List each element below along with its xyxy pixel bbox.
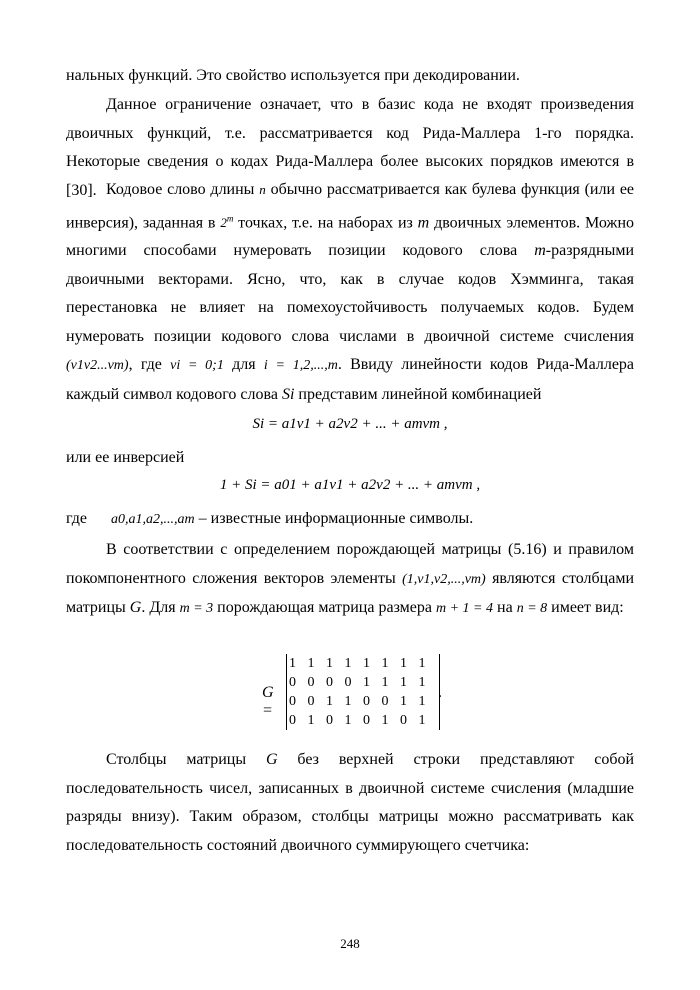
matrix-cell: 1 (418, 694, 426, 709)
matrix-cell: 0 (344, 675, 352, 690)
paragraph-5: Столбцы матрицы G без верхней строки представляют собой последовательность чисел, записанных в двоичной системе счисления (младшие разряды внизу). Таким образом, столбцы матрицы можно рассматривать как последовательность состояний двоичного суммирующего счетчика: (66, 751, 635, 854)
matrix-cell: 0 (363, 694, 370, 709)
matrix-cell: 1 (326, 656, 333, 671)
matrix-cell: 0 (381, 694, 389, 709)
matrix-row (289, 654, 437, 673)
matrix-cell: 1 (363, 675, 370, 690)
paragraph-4: В соответствии с определением порождающей матрицы (5.16) и правилом покомпонентного сложения векторов элементы (1,v1,v2,...,vm) являются столбцами матрицы G. Для m = 3 порождающая матрица размера m + 1 = 4 на n = 8 имеет вид: (66, 541, 635, 616)
matrix-cell: 1 (344, 656, 352, 671)
matrix-cell: 0 (289, 694, 296, 709)
matrix-cell: 1 (289, 656, 296, 671)
matrix-cell: 0 (307, 694, 315, 709)
matrix-cell: 1 (381, 675, 389, 690)
matrix-cell: 0 (326, 713, 333, 728)
formula-1: Si = a1v1 + a2v2 + ... + amvm , (252, 416, 448, 432)
matrix-body (286, 654, 440, 730)
matrix-end: . (438, 684, 442, 701)
formula-2: 1 + Si = a01 + a1v1 + a2v2 + ... + amvm , (219, 477, 481, 493)
page-number: 248 (340, 936, 360, 951)
matrix-row (289, 711, 437, 730)
matrix-cell: 1 (381, 713, 389, 728)
matrix-row (289, 673, 437, 692)
inverse-label: или ее инверсией (66, 449, 185, 466)
matrix-cell: 0 (363, 713, 370, 728)
matrix-cell: 1 (326, 694, 333, 709)
matrix-cell: 0 (307, 675, 315, 690)
matrix-cell: 1 (418, 656, 426, 671)
matrix-cell: 1 (344, 694, 352, 709)
matrix-cell: 1 (363, 656, 370, 671)
matrix-row (289, 692, 437, 711)
where-line: где a0,a1,a2,...,am – известные информационные символы. (66, 510, 474, 527)
matrix-cell: 1 (400, 694, 407, 709)
matrix-cell: 1 (381, 656, 389, 671)
matrix-cell: 0 (326, 675, 333, 690)
matrix-cell: 1 (344, 713, 352, 728)
matrix-cell: 1 (307, 713, 315, 728)
vector-v: (v1v2...vm) (66, 358, 129, 374)
matrix-cell: 1 (400, 656, 407, 671)
paragraph-3: Кодовое слово длины n обычно рассматривается как булева функция (или ее инверсия), заданная в 2$^m$ точках, т.е. на наборах из m двоичных элементов. Можно многими способами нумеровать позиции кодового слова m-разрядными двоичными векторами. Ясно, что, как в случае кодов Хэмминга, такая перестановка не влияет на помехоустойчивость получаемых кодов. Будем нумеровать позиции кодового слова числами в двоичной системе счисления (v1v2...vm), где vi = 0;1 для i = 1,2,...,m. Ввиду линейности кодов Рида-Маллера каждый символ кодового слова Si представим линейной комбинацией (66, 181, 635, 403)
paragraph-1: нальных функций. Это свойство используется при декодировании. (66, 67, 520, 84)
matrix-cell: 0 (400, 713, 407, 728)
paragraph-2: Данное ограничение означает, что в базис кода не входят произведения двоичных функций, т.е. рассматривается код Рида-Маллера 1-го порядка. Некоторые сведения о кодах Рида-Маллера более высоких порядков имеются в [30]. (66, 96, 634, 199)
matrix-cell: 1 (307, 656, 315, 671)
two-power-m: 2$^m$ (220, 213, 234, 230)
matrix-cell: 1 (418, 675, 426, 690)
matrix-cell: 0 (289, 675, 296, 690)
matrix-label: G = (262, 684, 274, 719)
matrix-cell: 1 (400, 675, 407, 690)
matrix-cell: 0 (289, 713, 296, 728)
matrix-cell: 1 (418, 713, 426, 728)
